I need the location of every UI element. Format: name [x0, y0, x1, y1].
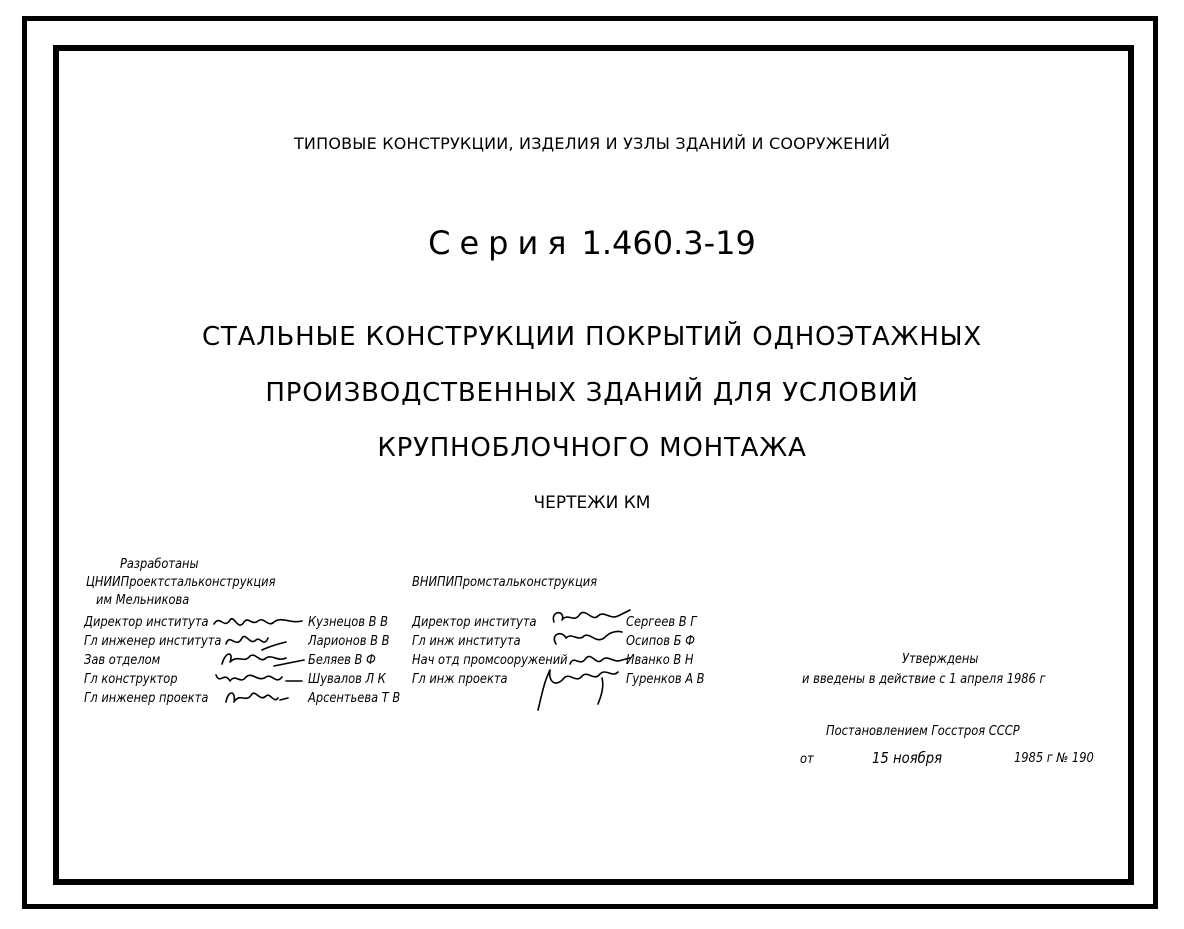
co-developer-organization: ВНИПИПромстальконструкция — [412, 575, 598, 590]
series-category-heading: ТИПОВЫЕ КОНСТРУКЦИИ, ИЗДЕЛИЯ И УЗЛЫ ЗДАНИЙ И СООРУЖЕНИЙ — [293, 134, 891, 153]
title-line-2: ПРОИЗВОДСТВЕННЫХ ЗДАНИЙ ДЛЯ УСЛОВИЙ — [265, 378, 919, 408]
approval-heading: Утверждены — [902, 652, 979, 667]
series-label: Серия — [428, 224, 576, 262]
staff-role: Нач отд промсооружений — [412, 653, 568, 668]
staff-name: Сергеев В Г — [626, 615, 697, 630]
approval-authority: Постановлением Госстроя СССР — [826, 724, 1020, 739]
approval-effective-date: и введены в действие с 1 апреля 1986 г — [802, 672, 1046, 687]
staff-name: Беляев В Ф — [308, 653, 376, 668]
staff-name: Кузнецов В В — [308, 615, 388, 630]
staff-name: Осипов Б Ф — [626, 634, 695, 649]
staff-role: Зав отделом — [84, 653, 161, 668]
staff-role: Гл инженер проекта — [84, 691, 209, 706]
staff-name: Гуренков А В — [626, 672, 705, 687]
developer-organization-namesake: им Мельникова — [96, 593, 190, 608]
inner-border — [53, 45, 1134, 885]
signature — [222, 686, 290, 710]
staff-name: Шувалов Л К — [308, 672, 386, 687]
developers-label: Разработаны — [120, 557, 199, 572]
staff-name: Иванко В Н — [626, 653, 694, 668]
staff-role: Гл инж института — [412, 634, 521, 649]
title-line-3: КРУПНОБЛОЧНОГО МОНТАЖА — [377, 433, 807, 463]
staff-role: Директор института — [412, 615, 537, 630]
developer-organization: ЦНИИПроектстальконструкция — [86, 575, 276, 590]
staff-name: Ларионов В В — [308, 634, 390, 649]
approval-date-prefix: от — [800, 752, 814, 767]
staff-role: Гл конструктор — [84, 672, 178, 687]
signature — [528, 664, 626, 712]
series-designation — [0, 224, 1184, 262]
title-line-1: СТАЛЬНЫЕ КОНСТРУКЦИИ ПОКРЫТИЙ ОДНОЭТАЖНЫХ — [201, 322, 983, 352]
staff-role: Директор института — [84, 615, 209, 630]
series-number: 1.460.3-19 — [581, 224, 756, 262]
staff-name: Арсентьева Т В — [308, 691, 401, 706]
staff-role: Гл инж проекта — [412, 672, 508, 687]
approval-year-number: 1985 г № 190 — [1014, 751, 1094, 766]
signature — [548, 626, 626, 652]
staff-role: Гл инженер института — [84, 634, 222, 649]
document-subtitle: ЧЕРТЕЖИ КМ — [533, 493, 651, 513]
approval-date: 15 ноября — [872, 749, 943, 767]
